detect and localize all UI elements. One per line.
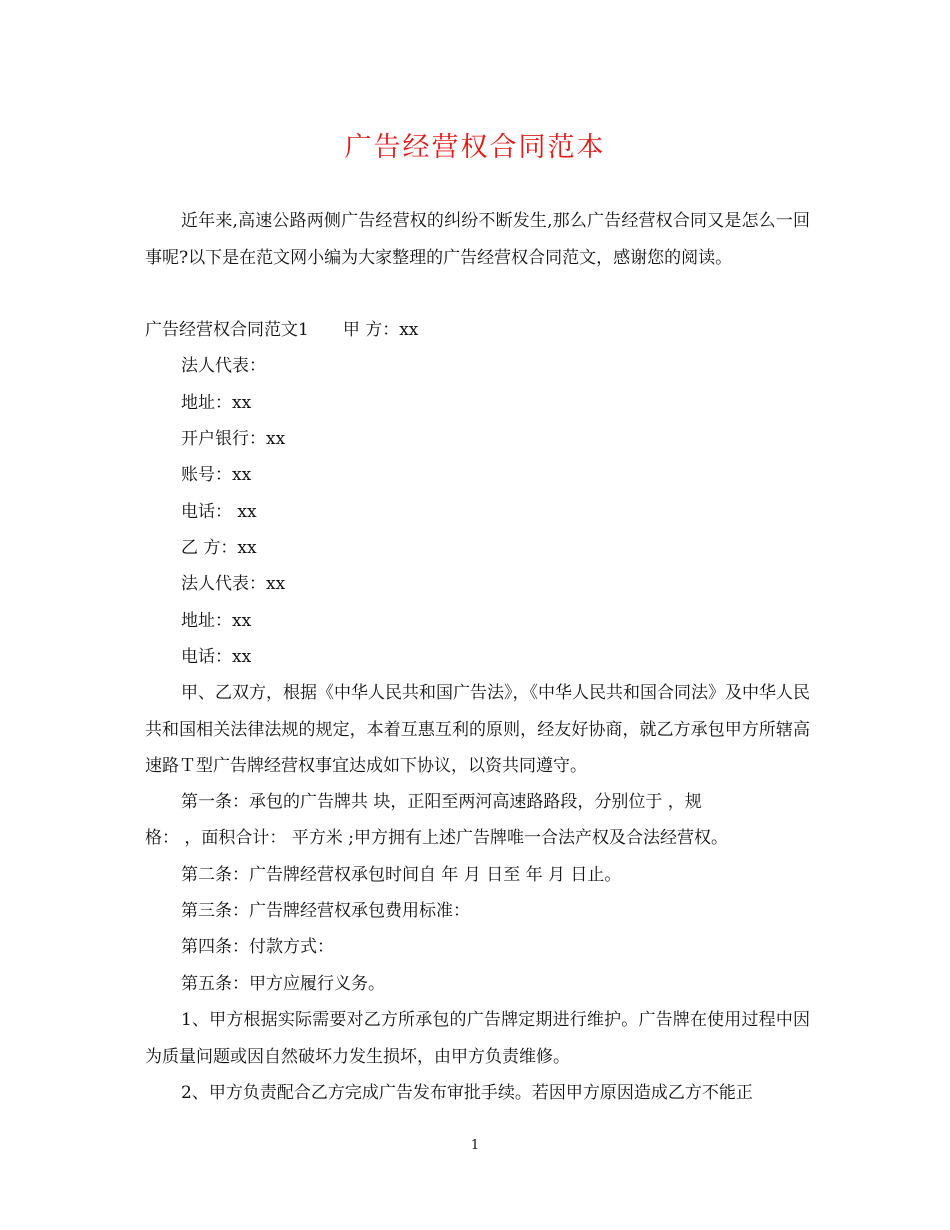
page-number: 1 <box>470 1138 480 1153</box>
party-a-phone: 电话： xx <box>181 502 257 522</box>
party-a-bank: 开户银行：xx <box>181 429 286 449</box>
party-a-legal-rep: 法人代表： <box>181 356 266 376</box>
duty-2-line: 2、甲方负责配合乙方完成广告发布审批手续。若因甲方原因造成乙方不能正 <box>181 1083 753 1103</box>
intro-paragraph: 近年来,高速公路两侧广告经营权的纠纷不断发生,那么广告经营权合同又是怎么一回事呢?以下是在范文网小编为大家整理的广告经营权合同范文，感谢您的阅读。 <box>145 211 810 268</box>
document-title: 广告经营权合同范本 <box>344 132 606 163</box>
party-b-legal-rep: 法人代表：xx <box>181 574 286 594</box>
duty-1-paragraph: 1、甲方根据实际需要对乙方所承包的广告牌定期进行维护。广告牌在使用过程中因为质量问题或因自然破坏力发生损坏，由甲方负责维修。 <box>145 1010 810 1067</box>
party-b-address: 地址：xx <box>181 611 252 631</box>
article-1-line-2: 格： ，面积合计： 平方米 ;甲方拥有上述广告牌唯一合法产权及合法经营权。 <box>145 828 728 848</box>
article-5: 第五条：甲方应履行义务。 <box>181 974 385 994</box>
article-2: 第二条：广告牌经营权承包时间自 年 月 日至 年 月 日止。 <box>181 865 622 885</box>
article-1-line-1: 第一条：承包的广告牌共 块，正阳至两河高速路路段，分别位于 ，规 <box>181 792 702 812</box>
article-4: 第四条：付款方式： <box>181 937 334 957</box>
party-b-phone: 电话：xx <box>181 647 252 667</box>
party-b-name: 乙 方：xx <box>181 538 257 558</box>
article-3: 第三条：广告牌经营权承包费用标准： <box>181 901 470 921</box>
party-a-address: 地址：xx <box>181 393 252 413</box>
section-heading: 广告经营权合同范文1 甲 方：xx <box>145 320 419 340</box>
party-a-account: 账号：xx <box>181 465 252 485</box>
preamble-paragraph: 甲、乙双方，根据《中华人民共和国广告法》，《中华人民共和国合同法》及中华人民共和国相关法律法规的规定，本着互惠互利的原则，经友好协商，就乙方承包甲方所辖高速路Ｔ型广告牌经营权事宜达成如下协议，以资共同遵守。 <box>145 683 810 776</box>
